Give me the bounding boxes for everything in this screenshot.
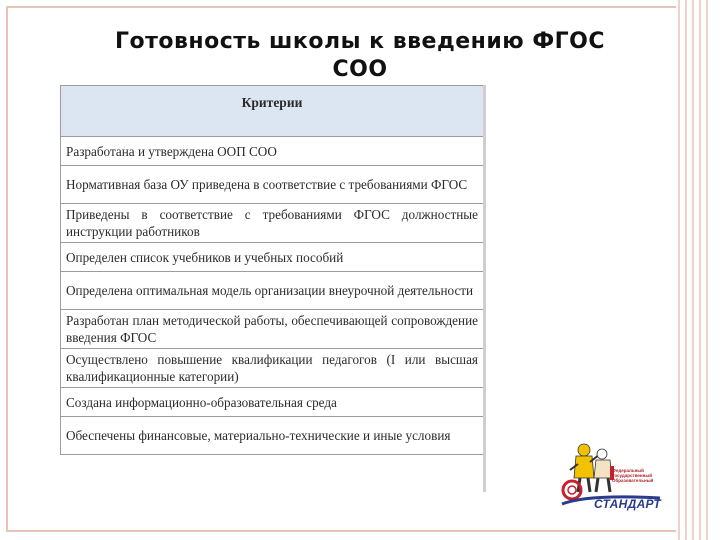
table-cell: Обеспечены финансовые, материально-технические и иные условия [61,417,484,455]
table-row [61,137,484,166]
stripes-edge [712,0,720,540]
logo-caption-line2: Государственный [612,473,652,478]
table-cell: Определен список учебников и учебных пособий [61,243,484,272]
table-header-criteria: Критерии [61,86,484,137]
table-row [61,310,484,349]
table-cell: Приведены в соответствие с требованиями ФГОС должностные инструкции работников [61,204,484,243]
table-cell: Нормативная база ОУ приведена в соответствие с требованиями ФГОС [61,166,484,204]
table-row [61,349,484,388]
table-cell: Создана информационно-образовательная среда [61,388,484,417]
table-header-row [61,86,484,137]
table-row [61,166,484,204]
table-row [61,388,484,417]
slide-title [70,28,650,84]
criteria-table [60,85,484,455]
table-cell: Разработан план методической работы, обеспечивающей сопровождение введения ФГОС [61,310,484,349]
slide-title-line2: СОО [332,57,388,82]
table-row [61,272,484,310]
logo-caption-line3: Образовательный [612,478,654,483]
table-cell: Осуществлено повышение квалификации педагогов (I или высшая квалификационные категории) [61,349,484,388]
table-shadow [483,85,486,492]
table-cell: Разработана и утверждена ООП СОО [61,137,484,166]
logo-caption-line1: Федеральный [612,468,644,473]
table-row [61,243,484,272]
table-cell: Определена оптимальная модель организации внеурочной деятельности [61,272,484,310]
slide-title-line1: Готовность школы к введению ФГОС [114,29,606,54]
table-row [61,204,484,243]
table-row [61,417,484,455]
logo-word: СТАНДАРТ [594,497,662,511]
logo-caption [612,468,662,483]
